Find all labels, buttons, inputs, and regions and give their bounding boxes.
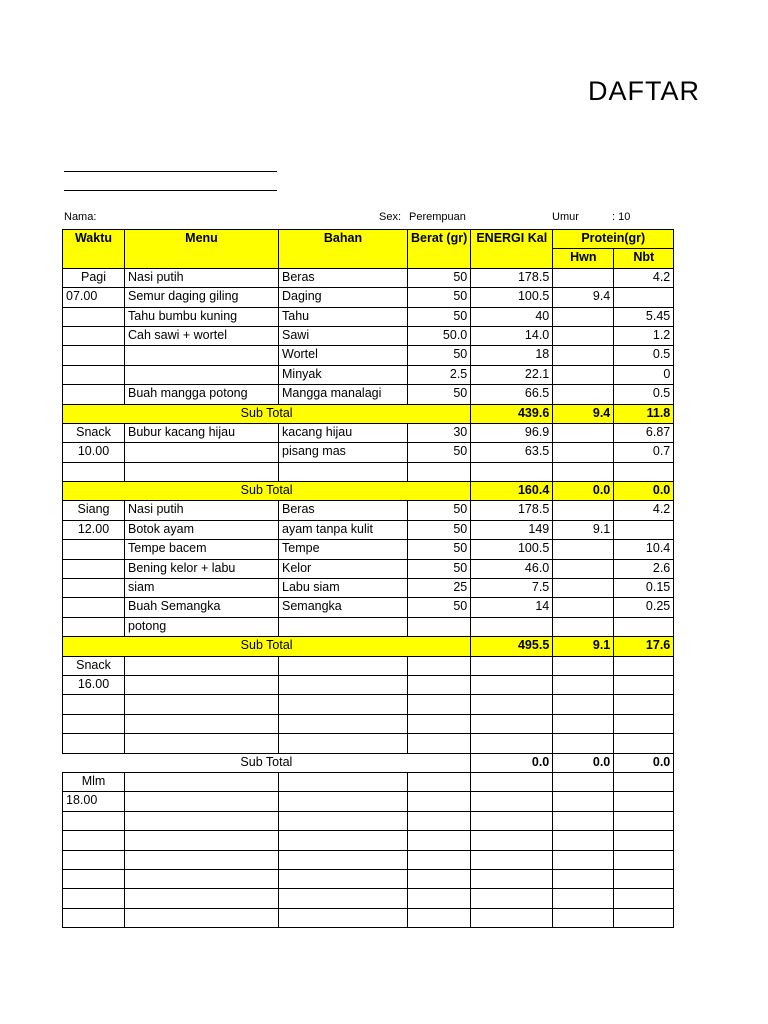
nama-label: Nama:: [64, 211, 97, 223]
table-row: [63, 714, 674, 733]
waktu-cell: 10.00: [63, 443, 125, 462]
menu-cell: Nasi putih: [125, 501, 279, 520]
table-row: [63, 268, 674, 287]
bahan-cell: Minyak: [279, 365, 408, 384]
menu-cell: [125, 889, 279, 908]
umur-label: Umur: [552, 211, 579, 223]
energi-cell: 96.9: [471, 423, 553, 442]
menu-cell: [125, 695, 279, 714]
bahan-cell: [279, 811, 408, 830]
menu-cell: Tahu bumbu kuning: [125, 307, 279, 326]
table-row: [63, 559, 674, 578]
berat-cell: 50: [408, 346, 471, 365]
menu-cell: Nasi putih: [125, 268, 279, 287]
berat-cell: 50: [408, 501, 471, 520]
nbt-cell: 4.2: [614, 501, 674, 520]
menu-cell: Cah sawi + wortel: [125, 326, 279, 345]
energi-cell: 22.1: [471, 365, 553, 384]
menu-cell: [125, 869, 279, 888]
waktu-cell: [63, 385, 125, 404]
table-row: [63, 908, 674, 927]
table-row: [63, 501, 674, 520]
nbt-cell: 0: [614, 365, 674, 384]
waktu-cell: [63, 462, 125, 481]
table-row: [63, 734, 674, 753]
subtotal-label: Sub Total: [63, 753, 471, 772]
berat-cell: [408, 811, 471, 830]
nbt-cell: 17.6: [614, 637, 674, 656]
berat-cell: 50: [408, 598, 471, 617]
waktu-cell: [63, 908, 125, 927]
bahan-cell: Beras: [279, 501, 408, 520]
hwn-cell: [553, 714, 614, 733]
signature-line: [64, 190, 277, 191]
energi-cell: [471, 695, 553, 714]
menu-cell: [125, 792, 279, 811]
menu-cell: [125, 811, 279, 830]
hwn-cell: [553, 579, 614, 598]
berat-cell: 50: [408, 540, 471, 559]
bahan-cell: [279, 656, 408, 675]
nbt-cell: [614, 792, 674, 811]
energi-cell: 149: [471, 520, 553, 539]
table-row: [63, 443, 674, 462]
menu-cell: [125, 675, 279, 694]
energi-cell: 14: [471, 598, 553, 617]
bahan-cell: [279, 792, 408, 811]
bahan-cell: [279, 734, 408, 753]
bahan-cell: [279, 772, 408, 791]
nbt-cell: [614, 656, 674, 675]
hwn-cell: [553, 559, 614, 578]
subtotal-label: Sub Total: [63, 482, 471, 501]
subtotal-row: [63, 637, 674, 656]
waktu-cell: [63, 346, 125, 365]
menu-cell: Bening kelor + labu: [125, 559, 279, 578]
nbt-cell: 0.5: [614, 385, 674, 404]
table-row: [63, 792, 674, 811]
bahan-cell: [279, 889, 408, 908]
menu-cell: Botok ayam: [125, 520, 279, 539]
nbt-cell: 5.45: [614, 307, 674, 326]
header-hwn: Hwn: [553, 249, 614, 268]
energi-cell: [471, 656, 553, 675]
hwn-cell: [553, 850, 614, 869]
nbt-cell: [614, 617, 674, 636]
nbt-cell: [614, 714, 674, 733]
table-row: [63, 423, 674, 442]
berat-cell: [408, 908, 471, 927]
energi-cell: [471, 850, 553, 869]
waktu-cell: [63, 579, 125, 598]
menu-cell: [125, 462, 279, 481]
nbt-cell: 0.15: [614, 579, 674, 598]
waktu-cell: [63, 326, 125, 345]
berat-cell: 25: [408, 579, 471, 598]
hwn-cell: [553, 792, 614, 811]
nbt-cell: [614, 695, 674, 714]
berat-cell: [408, 675, 471, 694]
menu-cell: Bubur kacang hijau: [125, 423, 279, 442]
table-row: [63, 520, 674, 539]
berat-cell: [408, 850, 471, 869]
nbt-cell: [614, 734, 674, 753]
waktu-cell: [63, 559, 125, 578]
berat-cell: 50.0: [408, 326, 471, 345]
bahan-cell: Daging: [279, 288, 408, 307]
energi-cell: [471, 734, 553, 753]
energi-cell: [471, 811, 553, 830]
bahan-cell: [279, 714, 408, 733]
nbt-cell: [614, 520, 674, 539]
bahan-cell: Sawi: [279, 326, 408, 345]
hwn-cell: [553, 734, 614, 753]
berat-cell: 50: [408, 307, 471, 326]
bahan-cell: [279, 675, 408, 694]
energi-cell: 7.5: [471, 579, 553, 598]
energi-cell: 495.5: [471, 637, 553, 656]
waktu-cell: [63, 714, 125, 733]
table-row: [63, 675, 674, 694]
hwn-cell: [553, 617, 614, 636]
energi-cell: 18: [471, 346, 553, 365]
hwn-cell: 9.1: [553, 637, 614, 656]
waktu-cell: 16.00: [63, 675, 125, 694]
hwn-cell: [553, 307, 614, 326]
nbt-cell: 11.8: [614, 404, 674, 423]
header-waktu: Waktu: [63, 230, 125, 269]
bahan-cell: Wortel: [279, 346, 408, 365]
hwn-cell: 9.4: [553, 404, 614, 423]
nbt-cell: 0.0: [614, 482, 674, 501]
energi-cell: 0.0: [471, 753, 553, 772]
berat-cell: [408, 889, 471, 908]
table-row: [63, 889, 674, 908]
menu-cell: Semur daging giling: [125, 288, 279, 307]
menu-cell: siam: [125, 579, 279, 598]
table-row: [63, 326, 674, 345]
nbt-cell: [614, 675, 674, 694]
hwn-cell: [553, 365, 614, 384]
energi-cell: [471, 772, 553, 791]
berat-cell: 50: [408, 520, 471, 539]
document-title: DAFTAR: [588, 76, 700, 106]
berat-cell: 2.5: [408, 365, 471, 384]
berat-cell: [408, 792, 471, 811]
hwn-cell: 0.0: [553, 753, 614, 772]
hwn-cell: [553, 675, 614, 694]
bahan-cell: Semangka: [279, 598, 408, 617]
table-row: [63, 579, 674, 598]
subtotal-label: Sub Total: [63, 404, 471, 423]
energi-cell: [471, 617, 553, 636]
table-row: [63, 346, 674, 365]
nbt-cell: 4.2: [614, 268, 674, 287]
energi-cell: 66.5: [471, 385, 553, 404]
hwn-cell: 9.4: [553, 288, 614, 307]
nbt-cell: [614, 850, 674, 869]
table-row: [63, 385, 674, 404]
energi-cell: 46.0: [471, 559, 553, 578]
waktu-cell: [63, 734, 125, 753]
hwn-cell: [553, 772, 614, 791]
energi-cell: 14.0: [471, 326, 553, 345]
berat-cell: [408, 714, 471, 733]
menu-cell: [125, 734, 279, 753]
menu-cell: [125, 656, 279, 675]
waktu-cell: [63, 811, 125, 830]
energi-cell: 100.5: [471, 540, 553, 559]
bahan-cell: Kelor: [279, 559, 408, 578]
berat-cell: [408, 831, 471, 850]
nbt-cell: 2.6: [614, 559, 674, 578]
berat-cell: [408, 734, 471, 753]
nbt-cell: 0.5: [614, 346, 674, 365]
energi-cell: 100.5: [471, 288, 553, 307]
nbt-cell: 0.25: [614, 598, 674, 617]
nbt-cell: [614, 889, 674, 908]
berat-cell: 30: [408, 423, 471, 442]
sex-label: Sex:: [379, 211, 402, 223]
bahan-cell: [279, 462, 408, 481]
menu-cell: [125, 850, 279, 869]
bahan-cell: [279, 869, 408, 888]
header-berat: Berat (gr): [408, 230, 471, 269]
berat-cell: [408, 772, 471, 791]
berat-cell: [408, 462, 471, 481]
hwn-cell: [553, 908, 614, 927]
table-row: [63, 617, 674, 636]
hwn-cell: [553, 423, 614, 442]
energi-cell: [471, 714, 553, 733]
bahan-cell: [279, 850, 408, 869]
hwn-cell: [553, 462, 614, 481]
hwn-cell: [553, 811, 614, 830]
hwn-cell: [553, 443, 614, 462]
menu-cell: [125, 443, 279, 462]
waktu-cell: Snack: [63, 423, 125, 442]
nbt-cell: 0.0: [614, 753, 674, 772]
hwn-cell: [553, 268, 614, 287]
sex-value: Perempuan: [409, 211, 466, 223]
berat-cell: 50: [408, 559, 471, 578]
waktu-cell: Pagi: [63, 268, 125, 287]
bahan-cell: [279, 617, 408, 636]
waktu-cell: 12.00: [63, 520, 125, 539]
waktu-cell: [63, 831, 125, 850]
energi-cell: [471, 675, 553, 694]
table-row: [63, 365, 674, 384]
energi-cell: [471, 908, 553, 927]
waktu-cell: [63, 695, 125, 714]
berat-cell: [408, 869, 471, 888]
bahan-cell: pisang mas: [279, 443, 408, 462]
energi-cell: 63.5: [471, 443, 553, 462]
header-nbt: Nbt: [614, 249, 674, 268]
nbt-cell: [614, 811, 674, 830]
header-protein: Protein(gr): [553, 230, 674, 249]
menu-cell: Buah mangga potong: [125, 385, 279, 404]
waktu-cell: 18.00: [63, 792, 125, 811]
berat-cell: 50: [408, 385, 471, 404]
nbt-cell: [614, 288, 674, 307]
bahan-cell: kacang hijau: [279, 423, 408, 442]
bahan-cell: [279, 908, 408, 927]
bahan-cell: ayam tanpa kulit: [279, 520, 408, 539]
bahan-cell: [279, 695, 408, 714]
hwn-cell: 9.1: [553, 520, 614, 539]
waktu-cell: [63, 889, 125, 908]
nbt-cell: [614, 869, 674, 888]
header-energi: ENERGI Kal: [471, 230, 553, 269]
menu-cell: Tempe bacem: [125, 540, 279, 559]
hwn-cell: [553, 326, 614, 345]
waktu-cell: [63, 598, 125, 617]
hwn-cell: [553, 346, 614, 365]
nbt-cell: [614, 772, 674, 791]
table-row: [63, 656, 674, 675]
menu-cell: [125, 908, 279, 927]
bahan-cell: Tempe: [279, 540, 408, 559]
signature-line: [64, 171, 277, 172]
waktu-cell: 07.00: [63, 288, 125, 307]
waktu-cell: [63, 307, 125, 326]
menu-cell: [125, 714, 279, 733]
menu-cell: [125, 365, 279, 384]
nbt-cell: 10.4: [614, 540, 674, 559]
berat-cell: 50: [408, 268, 471, 287]
table-row: [63, 307, 674, 326]
subtotal-row: [63, 482, 674, 501]
hwn-cell: [553, 656, 614, 675]
nbt-cell: 0.7: [614, 443, 674, 462]
waktu-cell: Snack: [63, 656, 125, 675]
bahan-cell: Tahu: [279, 307, 408, 326]
table-row: [63, 772, 674, 791]
hwn-cell: 0.0: [553, 482, 614, 501]
table-row: [63, 540, 674, 559]
hwn-cell: [553, 598, 614, 617]
umur-value: : 10: [612, 211, 631, 223]
table-row: [63, 831, 674, 850]
hwn-cell: [553, 385, 614, 404]
energi-cell: 178.5: [471, 268, 553, 287]
subtotal-label: Sub Total: [63, 637, 471, 656]
header-row: [63, 230, 674, 249]
menu-cell: Buah Semangka: [125, 598, 279, 617]
energi-cell: 160.4: [471, 482, 553, 501]
berat-cell: 50: [408, 288, 471, 307]
nbt-cell: 1.2: [614, 326, 674, 345]
menu-cell: [125, 772, 279, 791]
energi-cell: [471, 831, 553, 850]
nbt-cell: [614, 908, 674, 927]
table-row: [63, 598, 674, 617]
nbt-cell: [614, 831, 674, 850]
energi-cell: 439.6: [471, 404, 553, 423]
menu-cell: potong: [125, 617, 279, 636]
table-row: [63, 695, 674, 714]
waktu-cell: Mlm: [63, 772, 125, 791]
bahan-cell: Beras: [279, 268, 408, 287]
waktu-cell: [63, 540, 125, 559]
hwn-cell: [553, 501, 614, 520]
bahan-cell: Mangga manalagi: [279, 385, 408, 404]
hwn-cell: [553, 869, 614, 888]
waktu-cell: [63, 365, 125, 384]
subtotal-row: [63, 753, 674, 772]
waktu-cell: [63, 869, 125, 888]
energi-cell: [471, 889, 553, 908]
nbt-cell: 6.87: [614, 423, 674, 442]
hwn-cell: [553, 540, 614, 559]
table-row: [63, 462, 674, 481]
subtotal-row: [63, 404, 674, 423]
nutrition-table: [62, 229, 674, 928]
table-row: [63, 288, 674, 307]
waktu-cell: [63, 850, 125, 869]
bahan-cell: Labu siam: [279, 579, 408, 598]
table-row: [63, 869, 674, 888]
berat-cell: [408, 695, 471, 714]
header-bahan: Bahan: [279, 230, 408, 269]
berat-cell: 50: [408, 443, 471, 462]
energi-cell: [471, 462, 553, 481]
energi-cell: [471, 869, 553, 888]
bahan-cell: [279, 831, 408, 850]
menu-cell: [125, 831, 279, 850]
table-row: [63, 811, 674, 830]
table-row: [63, 850, 674, 869]
berat-cell: [408, 656, 471, 675]
waktu-cell: Siang: [63, 501, 125, 520]
menu-cell: [125, 346, 279, 365]
header-menu: Menu: [125, 230, 279, 269]
energi-cell: 40: [471, 307, 553, 326]
hwn-cell: [553, 831, 614, 850]
berat-cell: [408, 617, 471, 636]
hwn-cell: [553, 695, 614, 714]
energi-cell: [471, 792, 553, 811]
hwn-cell: [553, 889, 614, 908]
waktu-cell: [63, 617, 125, 636]
nbt-cell: [614, 462, 674, 481]
energi-cell: 178.5: [471, 501, 553, 520]
